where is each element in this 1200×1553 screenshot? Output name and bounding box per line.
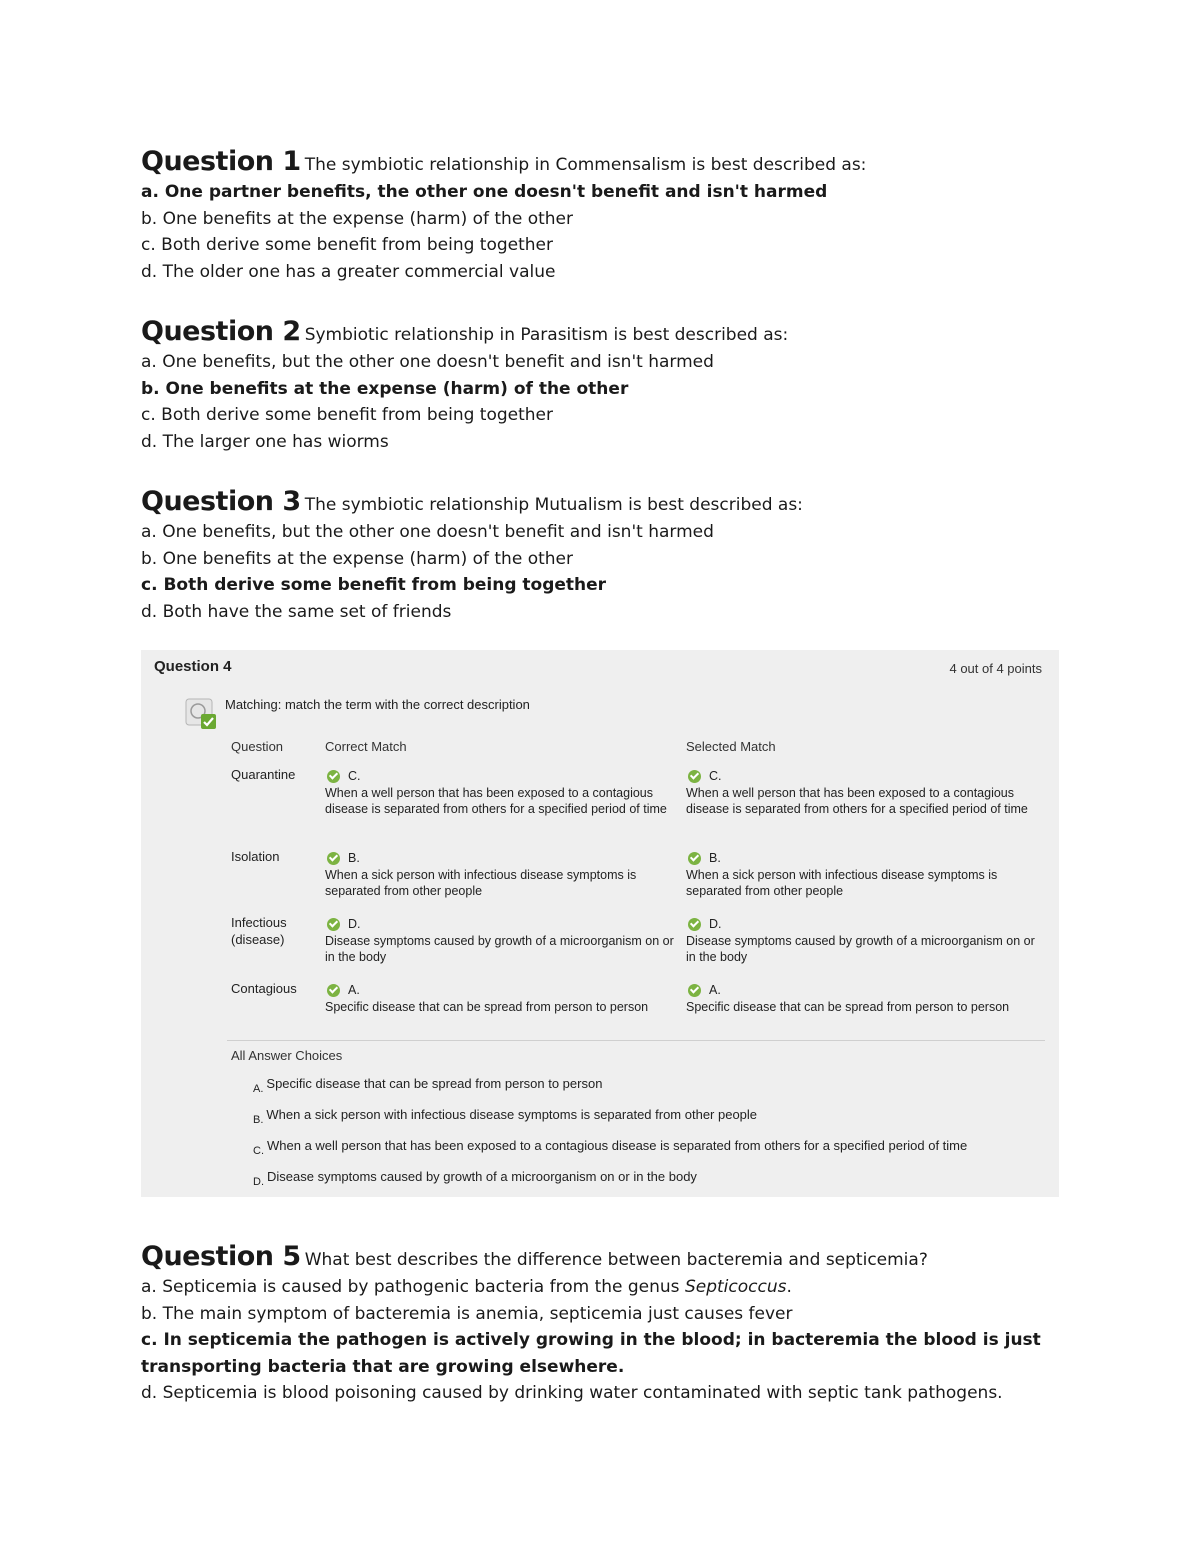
option-a: a. One partner benefits, the other one doesn't benefit and isn't harmed (141, 182, 828, 202)
match-text: When a well person that has been exposed to a contagious disease is separated from others for a specified period of time (325, 785, 667, 816)
question-number: Question 2 (141, 316, 301, 347)
check-icon (688, 918, 701, 931)
option-c: c. Both derive some benefit from being together (141, 405, 554, 426)
check-icon (327, 984, 340, 997)
match-letter: C. (348, 769, 361, 783)
correct-match-cell (325, 768, 681, 818)
matching-instruction: Matching: match the term with the correct description (225, 697, 530, 712)
selected-match-cell (686, 850, 1042, 900)
check-icon (327, 770, 340, 783)
column-header-selected-match: Selected Match (686, 739, 776, 754)
option-b: b. One benefits at the expense (harm) of the other (141, 378, 629, 399)
term-infectious: Infectious (disease) (231, 915, 287, 947)
question-5 (141, 1240, 1041, 1407)
match-letter: A. (348, 983, 360, 997)
check-icon (688, 852, 701, 865)
match-text: Disease symptoms caused by growth of a microorganism on or in the body (686, 933, 1035, 964)
match-text: When a sick person with infectious disease symptoms is separated from other people (686, 867, 998, 898)
genus-name: Septicoccus (684, 1277, 787, 1297)
option-c: c. Both derive some benefit from being together (141, 235, 554, 256)
match-text: Disease symptoms caused by growth of a microorganism on or in the body (325, 933, 674, 964)
column-header-question: Question (231, 739, 284, 754)
match-letter: A. (709, 983, 721, 997)
answer-choice-b (253, 1107, 758, 1126)
check-icon (327, 918, 340, 931)
choice-letter: A. (253, 1083, 264, 1095)
option-a: a. One benefits, but the other one doesn't benefit and isn't harmed (141, 522, 714, 542)
column-header-correct-match: Correct Match (325, 739, 407, 754)
match-letter: D. (348, 917, 361, 931)
match-text: When a well person that has been exposed to a contagious disease is separated from others for a specified period of time (686, 785, 1028, 816)
question-3-header (141, 485, 1081, 519)
selected-match-cell (686, 768, 1042, 818)
question-3 (141, 485, 1081, 625)
answer-choice-c (253, 1138, 968, 1157)
match-text: When a sick person with infectious disease symptoms is separated from other people (325, 867, 637, 898)
option-a-prefix: a. Septicemia is caused by pathogenic bacteria from the genus (141, 1277, 685, 1297)
match-letter: B. (709, 851, 721, 865)
question-4-panel (141, 650, 1059, 1197)
option-b: b. One benefits at the expense (harm) of the other (141, 548, 573, 569)
question-text: The symbiotic relationship Mutualism is best described as: (304, 495, 803, 515)
question-number: Question 5 (141, 1241, 301, 1272)
match-letter: C. (709, 769, 722, 783)
question-4-title: Question 4 (154, 658, 232, 675)
option-b: b. One benefits at the expense (harm) of the other (141, 208, 573, 229)
selected-match-cell (686, 916, 1042, 966)
question-text: Symbiotic relationship in Parasitism is best described as: (304, 325, 789, 345)
check-icon (688, 984, 701, 997)
correct-match-cell (325, 850, 681, 900)
choice-text: When a sick person with infectious disease symptoms is separated from other people (266, 1107, 758, 1122)
match-letter: B. (348, 851, 360, 865)
option-c: c. Both derive some benefit from being together (141, 575, 607, 596)
choice-text: Disease symptoms caused by growth of a microorganism on or in the body (267, 1169, 697, 1184)
option-a-suffix: . (786, 1277, 792, 1297)
question-2-header (141, 315, 1081, 349)
question-1 (141, 145, 1081, 285)
option-a: a. One benefits, but the other one doesn't benefit and isn't harmed (141, 352, 714, 372)
option-c: c. In septicemia the pathogen is actively growing in the blood; in bacteremia the blood is just transporting bacteria that are growing elsewhere. (141, 1330, 1041, 1377)
question-number: Question 1 (141, 146, 301, 177)
selected-match-cell (686, 982, 1042, 1015)
choice-text: Specific disease that can be spread from person to person (266, 1076, 603, 1091)
choice-letter: B. (253, 1114, 264, 1126)
check-icon (327, 852, 340, 865)
choice-letter: C. (253, 1145, 264, 1157)
answer-choice-d (253, 1169, 697, 1188)
question-text: What best describes the difference between bacteremia and septicemia? (304, 1250, 928, 1270)
all-answer-choices-label: All Answer Choices (231, 1048, 343, 1063)
term-isolation: Isolation (231, 849, 280, 864)
option-d: d. Septicemia is blood poisoning caused by drinking water contaminated with septic tank pathogens. (141, 1383, 1003, 1404)
question-2 (141, 315, 1081, 455)
choice-text: When a well person that has been exposed to a contagious disease is separated from others for a specified period of time (267, 1138, 968, 1153)
match-letter: D. (709, 917, 722, 931)
divider (227, 1040, 1045, 1041)
choice-letter: D. (253, 1176, 264, 1188)
correct-match-cell (325, 916, 681, 966)
question-1-header (141, 145, 1081, 179)
matching-correct-icon (185, 698, 217, 730)
option-d: d. The older one has a greater commercial value (141, 261, 556, 282)
option-a (141, 1274, 1041, 1301)
option-d: d. The larger one has wiorms (141, 431, 389, 452)
term-contagious: Contagious (231, 981, 297, 996)
check-icon (688, 770, 701, 783)
correct-match-cell (325, 982, 681, 1015)
match-text: Specific disease that can be spread from person to person (325, 999, 649, 1014)
question-text: The symbiotic relationship in Commensalism is best described as: (304, 155, 867, 175)
points-label: 4 out of 4 points (949, 661, 1042, 676)
term-quarantine: Quarantine (231, 767, 296, 782)
answer-choice-a (253, 1076, 603, 1095)
match-text: Specific disease that can be spread from person to person (686, 999, 1010, 1014)
question-number: Question 3 (141, 486, 301, 517)
question-5-header (141, 1240, 1041, 1274)
option-b: b. The main symptom of bacteremia is anemia, septicemia just causes fever (141, 1303, 793, 1324)
option-d: d. Both have the same set of friends (141, 601, 452, 622)
